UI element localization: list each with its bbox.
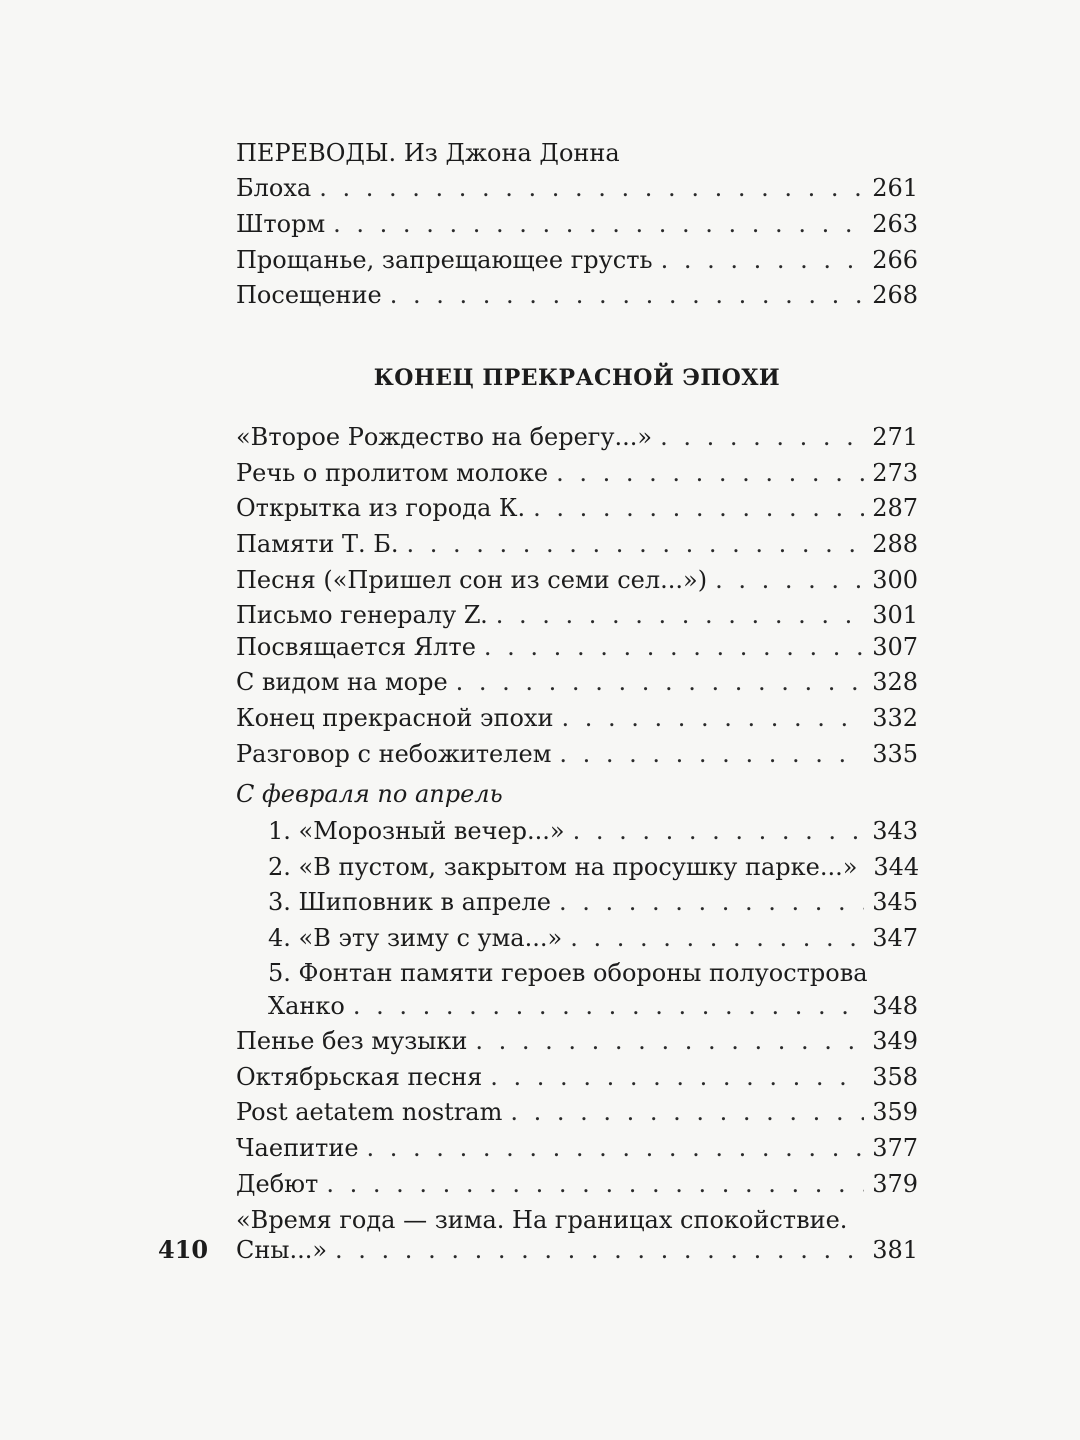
leader-dots: [533, 490, 864, 526]
toc-entry: [236, 242, 918, 278]
toc-entry-title: Чаепитие: [236, 1134, 359, 1162]
toc-entry-title: 3. Шиповник в апреле: [268, 888, 551, 916]
section-title: КОНЕЦ ПРЕКРАСНОЙ ЭПОХИ: [373, 365, 781, 391]
toc-entry-title: Дебют: [236, 1170, 319, 1198]
toc-entry-line1: «Время года — зима. На границах спокойствие.: [236, 1206, 848, 1234]
toc-entry-page: 266: [872, 246, 918, 274]
toc-entry-page: 307: [872, 633, 918, 661]
toc-entry-page: 335: [872, 740, 918, 768]
leader-dots: [333, 206, 864, 242]
leader-dots: [367, 1130, 865, 1166]
leader-dots: [561, 700, 864, 736]
toc-entry: [236, 455, 918, 491]
toc-subentry: [268, 849, 918, 885]
toc-entry: [236, 1023, 918, 1059]
toc-entry-page: 345: [872, 888, 918, 916]
leader-dots: [510, 1094, 864, 1130]
toc-entry-page: 359: [872, 1098, 918, 1126]
leader-dots: [475, 1023, 864, 1059]
leader-dots: [335, 1232, 864, 1268]
toc-entry-title: «Второе Рождество на берегу...»: [236, 423, 653, 451]
toc-entry-page: 358: [872, 1063, 918, 1091]
toc-entry-title: Разговор с небожителем: [236, 740, 552, 768]
toc-entry-page: 273: [872, 459, 918, 487]
leader-dots: [490, 1059, 864, 1095]
toc-entry: [236, 526, 918, 562]
toc-subentry: [268, 988, 918, 1024]
toc-entry-title: Песня («Пришел сон из семи сел...»): [236, 566, 708, 594]
toc-entry-title: Прощанье, запрещающее грусть: [236, 246, 653, 274]
toc-entry-title: С видом на море: [236, 668, 448, 696]
leader-dots: [556, 455, 864, 491]
toc-entry-page: 261: [872, 174, 918, 202]
toc-entry-page: 332: [872, 704, 918, 732]
translations-heading: ПЕРЕВОДЫ. Из Джона Донна: [236, 139, 620, 167]
toc-entry-title: Ханко: [268, 992, 345, 1020]
page-number: 410: [158, 1235, 209, 1264]
leader-dots: [353, 988, 864, 1024]
toc-entry: [236, 1094, 918, 1130]
leader-dots: [319, 170, 864, 206]
toc-entry-page: 349: [872, 1027, 918, 1055]
toc-entry-page: 379: [872, 1170, 918, 1198]
toc-entry: [236, 419, 918, 455]
toc-entry: [236, 597, 918, 633]
cycle-title: С февраля по апрель: [236, 780, 503, 808]
leader-dots: [715, 562, 864, 598]
toc-entry-title: Post aetatem nostram: [236, 1098, 503, 1126]
toc-entry: [236, 736, 918, 772]
leader-dots: [573, 813, 865, 849]
leader-dots: [406, 526, 864, 562]
toc-entry-title: 1. «Морозный вечер...»: [268, 817, 565, 845]
toc-entry: [236, 700, 918, 736]
toc-entry-page: 344: [873, 853, 920, 881]
toc-entry-page: 343: [872, 817, 918, 845]
toc-entry: [236, 1059, 918, 1095]
toc-subentry: [268, 920, 918, 956]
toc-entry-title: Посвящается Ялте: [236, 633, 476, 661]
toc-entry: [236, 1232, 918, 1268]
leader-dots: [326, 1166, 864, 1202]
toc-entry-title: Конец прекрасной эпохи: [236, 704, 554, 732]
toc-entry-title: 2. «В пустом, закрытом на просушку парке...»: [268, 853, 858, 881]
toc-entry-page: 268: [872, 281, 918, 309]
toc-entry-page: 348: [872, 992, 918, 1020]
leader-dots: [456, 664, 865, 700]
toc-entry-title: Письмо генералу Z.: [236, 601, 488, 629]
toc-entry-page: 271: [872, 423, 918, 451]
leader-dots: [559, 884, 864, 920]
toc-entry-title: Пенье без музыки: [236, 1027, 468, 1055]
toc-entry-title: Памяти Т. Б.: [236, 530, 399, 558]
toc-subentry: [268, 813, 918, 849]
toc-entry-page: 287: [872, 494, 918, 522]
toc-entry-page: 377: [872, 1134, 918, 1162]
leader-dots: [390, 277, 864, 313]
leader-dots: [496, 597, 864, 633]
toc-entry-title: Посещение: [236, 281, 382, 309]
toc-entry: [236, 629, 918, 665]
leader-dots: [570, 920, 864, 956]
toc-entry: [236, 1166, 918, 1202]
toc-entry-title: Сны...»: [236, 1236, 328, 1264]
toc-subentry: [268, 884, 918, 920]
toc-entry-page: 347: [872, 924, 918, 952]
toc-entry: [236, 562, 918, 598]
leader-dots: [484, 629, 864, 665]
leader-dots: [559, 736, 864, 772]
leader-dots: [660, 419, 864, 455]
toc-entry-title: Блоха: [236, 174, 312, 202]
toc-entry-page: 288: [872, 530, 918, 558]
toc-entry: [236, 490, 918, 526]
toc-entry: [236, 170, 918, 206]
toc-entry-title: Шторм: [236, 210, 326, 238]
leader-dots: [661, 242, 865, 278]
toc-subentry-line1: 5. Фонтан памяти героев обороны полуострова: [268, 959, 868, 987]
toc-entry: [236, 664, 918, 700]
toc-entry: [236, 1130, 918, 1166]
toc-entry: [236, 277, 918, 313]
toc-entry: [236, 206, 918, 242]
toc-entry-page: 263: [872, 210, 918, 238]
toc-entry-title: Октябрьская песня: [236, 1063, 483, 1091]
toc-entry-title: 4. «В эту зиму с ума...»: [268, 924, 563, 952]
toc-entry-page: 328: [872, 668, 918, 696]
toc-entry-title: Открытка из города К.: [236, 494, 526, 522]
toc-entry-title: Речь о пролитом молоке: [236, 459, 549, 487]
toc-entry-page: 381: [872, 1236, 918, 1264]
toc-entry-page: 300: [872, 566, 918, 594]
toc-entry-page: 301: [872, 601, 918, 629]
